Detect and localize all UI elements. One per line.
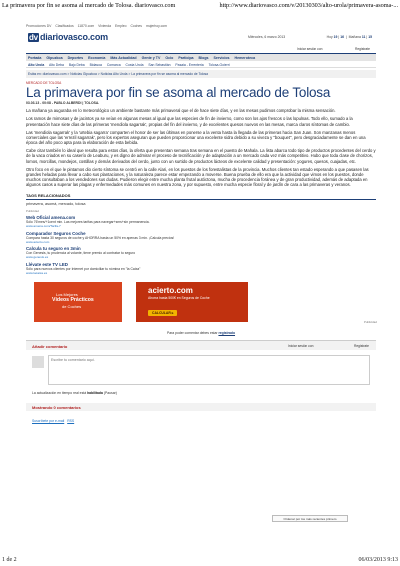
comment-form <box>26 352 376 388</box>
print-url: http://www.diariovasco.com/v/20130303/alto-urola/primavera-asoma-... <box>219 2 398 9</box>
comments-count: Mostrando 0 comentarios <box>32 404 81 410</box>
subnav-comarca[interactable]: Comarca <box>106 62 121 67</box>
login-row <box>26 44 376 53</box>
ads-block <box>26 209 376 275</box>
nav-deportes[interactable]: Deportes <box>67 56 84 60</box>
toplink-coches[interactable]: Coches <box>130 24 142 28</box>
article-body <box>26 108 376 187</box>
ads-label: Publicidad <box>26 208 39 213</box>
add-comment-bar <box>26 340 376 350</box>
subscribe-links <box>26 419 376 423</box>
subnav-tolosa-goierri[interactable]: Tolosa-Goierri <box>208 62 230 67</box>
paragraph: Cabe citar también lo ideal que resulta para estos días, la oferta que presentan semana tras semana en el puesto de Mahala. La lista abarca todo tipo de productos procedentes del cerdo y de la vaca criados en su caserío de Leaburu, y es digno de admirar el proceso de tecnificación y de adaptación a un mercado cada vez más competitivo. Hubo que toda clase de chorizos, lomos, morcillas, mondejos, costillas y demás derivados del cerdo, junto con un surtido de productos lácteos de excelente calidad y presentación: yogures, quesos, cuajadas, etc. <box>26 148 376 164</box>
acierto-banner[interactable]: acierto.com Ahorra hasta 500€ en Seguros de Coche CALCULAR ▸ <box>136 282 248 322</box>
nav-gente-tv[interactable]: Gente y TV <box>141 56 161 60</box>
comments-count-bar <box>26 403 376 411</box>
subnav-san-sebastian[interactable]: San Sebastián <box>148 62 171 67</box>
page-number: 1 de 2 <box>2 557 17 563</box>
ad-item[interactable]: Web Oficial amena.com Sólo 76'mes/+1cent min. Las mejores tarifas para navegar+sms+sin permanencia. www.amena.com/Tarifa-7 <box>26 215 150 229</box>
toplink-11870[interactable]: 11870.com <box>77 24 95 28</box>
nav-servicios[interactable]: Servicios <box>213 56 230 60</box>
ad-item[interactable]: Comparador Seguros Coche Compara hasta 30 seguros de coche y AHORRA hasta un 50% en apenas 3 min. ¡Calcula precios! www.acierto.com <box>26 230 175 244</box>
toplink-promociones[interactable]: Promociones DV <box>26 24 52 28</box>
brand-row <box>26 30 376 44</box>
comment-register-link[interactable]: Registrate <box>353 343 369 348</box>
toplink-vivienda[interactable]: Vivienda <box>98 24 112 28</box>
headline: La primavera por fin se asoma al mercado de Tolosa <box>26 85 331 100</box>
print-title: La primavera por fin se asoma al mercado de Tolosa. diariovasco.com <box>2 2 176 9</box>
paragraph: Otro foco en el que le pintamos dio cierto síntoma se centró en la calle Alari, en los puestos de los forestalistas de la provincia. Muchos clientes tan estado esperando a que pasasen las grandes heladas para llevar a cabo sus plantaciones, y la naturaleza parece estar empezando a moverse. Buena prueba de ello era que la actividad que vimos en los puestos, donde muchos consultaban a los vendedores sus dudas. Pudieron elegir entre mucha planta frutal autóctona, mucha de procedencia foránea y de gran productividad, además de adaptada en algunos casos a superar las plagas y enfermedades más comunes en nuestra zona, y por supuesto, entre mucha especie floral y de jardín de cara a las primaveras y veranos. <box>26 166 369 188</box>
pub-label: Publicidad <box>364 319 377 324</box>
main-nav <box>26 53 376 61</box>
ad-item[interactable]: Llévate este TV LED Sólo para nuevos clientes por Internet por domiciliar tu nómina en "la Caixa" www.lacaixa.es <box>26 261 141 275</box>
related-tags <box>26 193 376 206</box>
nav-mas-actualidad[interactable]: Más Actualidad <box>110 56 137 60</box>
nav-hemeroteca[interactable]: Hemeroteca <box>234 56 256 60</box>
add-comment-title: Añadir comentario <box>32 343 68 349</box>
dateline: Miércoles, 6 marzo 2013 <box>248 35 286 39</box>
registered-link[interactable]: registrado <box>218 330 236 335</box>
nav-blogs[interactable]: Blogs <box>198 56 209 60</box>
comment-signin-link[interactable]: Iniciar sesión con <box>288 343 314 348</box>
weather: Hoy 19 | 16 | Mañana 11 | 15 <box>326 35 372 39</box>
banner-row <box>26 282 376 324</box>
tags-list[interactable]: primavera, asomá, mercado, tolosa <box>26 201 86 206</box>
toplink-clasificados[interactable]: Clasificados <box>55 24 74 28</box>
comment-login-note: Para poder comentar debes estar registrado <box>166 330 236 335</box>
section-label: MERCADO DE TOLOSA <box>26 81 62 85</box>
nav-economia[interactable]: Economía <box>88 56 106 60</box>
subscribe-email-link[interactable]: Suscríbete por e-mail <box>32 418 65 423</box>
page <box>26 22 376 423</box>
breadcrumb[interactable]: Estás en: diariovasco.com > Noticias Gipuzkoa > Noticias Alto Urola > La primavera por fin se asoma al mercado de Tolosa <box>26 70 376 78</box>
print-header <box>0 0 400 14</box>
register-link[interactable]: Registrate <box>354 47 370 51</box>
top-links <box>26 22 376 30</box>
subnav-pasaia[interactable]: Pasaia - Errenteria <box>175 62 204 67</box>
order-button[interactable]: Ordenar por los más recientes primero <box>272 515 348 522</box>
rss-link[interactable]: RSS <box>67 418 75 423</box>
signin-link[interactable]: Iniciar sesión con <box>297 47 323 51</box>
site-logo[interactable]: dv diariovasco.com <box>29 32 108 42</box>
paragraph: Los ramos de mimosas y de jacintos ya se veían en algunas mesas al igual que las especies de fin de invierno, como son los ajos frescos o las lopulnas. Todo ello, sumado a la presentación hace siete días de las primeras 'mendiola sagarrak', propias del fin del invierno, y de excelentes quesos nuevos en las mesas, marca claros síntomas de cambio. <box>26 116 353 127</box>
avatar <box>32 356 44 368</box>
subnav-alto-urola[interactable]: Alto Urola <box>28 62 45 67</box>
realtime-update: La actualización en tiempo real está habilitada (Pausar) <box>32 390 117 395</box>
toplink-empleo[interactable]: Empleo <box>115 24 127 28</box>
print-footer <box>0 556 400 566</box>
nav-ocio[interactable]: Ocio <box>165 56 174 60</box>
tags-heading: TAGS RELACIONADOS <box>26 193 376 200</box>
comment-input[interactable] <box>48 355 370 385</box>
article-meta: 03.03.13 - 00:08 - PABLO ALBERDI | TOLOSA. <box>26 101 100 105</box>
print-datetime: 06/03/2013 9:13 <box>358 557 398 563</box>
nav-participa[interactable]: Participa <box>178 56 194 60</box>
nav-portada[interactable]: Portada <box>28 56 42 60</box>
pause-link[interactable]: (Pausar) <box>103 390 117 395</box>
paragraph: Las 'mendiola sagarrak' y la 'urtebia sagarra' comparten el honor de ser las últimas en ponerse a la venta hasta la llegada de las primeras hacia San Juan. Son manzanas menos comerciales que las 'errezil sagarrak', pero los expertos aseguran que pueden proporcionar una excelente sidra debido a su viveza y "bouquet", pero desgraciadamente se dan en una época del año poco apta para la elaboración de esta bebida. <box>26 129 366 146</box>
subnav-alto-deba[interactable]: Alto Deba <box>48 62 64 67</box>
paragraph: La mañana ya auguraba en lo meteorológico un ambiente bastante más primaveral que el de hace siete días, y en las mesas pudimos comprobar la misma sensación. <box>26 108 336 114</box>
video-banner[interactable]: Los Mejores Vídeos Prácticos de Coches <box>34 282 122 322</box>
ad-item[interactable]: Calcula tu seguro en 3min Con Genesis, tu prudencia al volante, tiene premio al contratar tu seguro www.genesis.es <box>26 246 136 260</box>
subnav-costa-urola[interactable]: Costa Urola <box>125 62 144 67</box>
toplink-mujerhoy[interactable]: mujerhoy.com <box>145 24 167 28</box>
subnav-bajo-deba[interactable]: Bajo Deba <box>68 62 85 67</box>
calcular-button[interactable]: CALCULAR ▸ <box>148 310 177 316</box>
subnav-bidasoa[interactable]: Bidasoa <box>89 62 102 67</box>
nav-gipuzkoa[interactable]: Gipuzkoa <box>46 56 63 60</box>
sub-nav <box>26 61 376 68</box>
